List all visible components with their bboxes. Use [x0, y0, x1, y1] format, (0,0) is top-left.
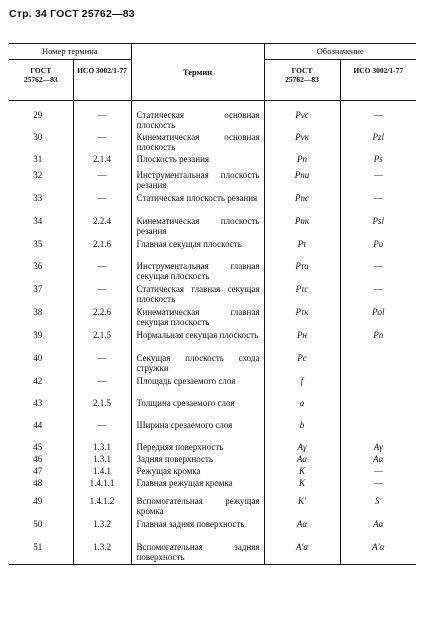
- iso-symbol-cell: Pzl: [372, 132, 385, 142]
- iso-symbol-cell: Pol: [372, 307, 385, 317]
- term-number-cell: 48: [9, 477, 73, 495]
- iso-symbol-cell: Aα: [373, 454, 384, 464]
- iso-number-cell: —: [73, 352, 131, 375]
- table-row: [9, 283, 416, 306]
- term-cell: Задняя поверхность: [131, 453, 264, 465]
- gost-symbol-cell: Pпк: [264, 215, 340, 238]
- gost-symbol-cell: Pпс: [264, 192, 340, 215]
- term-cell: Статическая основная плоскость: [131, 109, 264, 131]
- gost-symbol-cell: Pτс: [264, 283, 340, 306]
- iso-number-cell: 2.1.5: [73, 397, 131, 419]
- term-cell: Секущая плоскость схода стружки: [131, 352, 264, 375]
- table-row: [9, 329, 416, 352]
- iso-number-cell: 1.4.1.1: [73, 477, 131, 495]
- gost-symbol-cell: a: [264, 397, 340, 419]
- table-row: [9, 477, 416, 495]
- term-cell: Толщина срезаемого слоя: [131, 397, 264, 419]
- iso-number-cell: 2.1.5: [73, 329, 131, 352]
- iso-symbol-cell: Pn: [373, 330, 384, 340]
- table-row: [9, 518, 416, 541]
- term-cell: Нормальная секущая плоскость: [131, 329, 264, 352]
- term-number-cell: 38: [9, 306, 73, 329]
- table-row: [9, 352, 416, 375]
- iso-number-cell: 2.2.6: [73, 306, 131, 329]
- iso-symbol-cell: [340, 352, 416, 375]
- iso-symbol-cell: A′α: [340, 541, 416, 564]
- table-row: [9, 419, 416, 441]
- term-cell: Вспомогательная задняя поверхность: [131, 541, 264, 564]
- term-number-cell: 39: [9, 329, 73, 352]
- iso-symbol-cell: Aγ: [373, 442, 383, 452]
- iso-symbol-cell: —: [373, 261, 383, 271]
- term-number-cell: 37: [9, 283, 73, 306]
- header-term-number: Номер термина: [9, 44, 131, 60]
- gost-symbol-cell: Pτ: [264, 238, 340, 260]
- iso-symbol-cell: [340, 419, 416, 441]
- iso-number-cell: —: [73, 375, 131, 397]
- table-row: [9, 153, 416, 169]
- iso-number-cell: —: [73, 283, 131, 306]
- term-cell: Инструментальная плоскость резания: [131, 169, 264, 192]
- header-desig-gost: [264, 60, 340, 101]
- iso-number-cell: —: [73, 192, 131, 215]
- term-cell: Главная задняя поверхность: [131, 518, 264, 541]
- gost-symbol-cell: A′α: [264, 541, 340, 564]
- term-number-cell: 44: [9, 419, 73, 441]
- table-row: [9, 541, 416, 564]
- gost-symbol-cell: K: [264, 465, 340, 477]
- term-number-cell: 33: [9, 192, 73, 215]
- gost-symbol-cell: Pc: [264, 352, 340, 375]
- gost-symbol-cell: Pτк: [264, 306, 340, 329]
- term-number-cell: 51: [9, 541, 73, 564]
- iso-symbol-cell: Psl: [372, 216, 385, 226]
- term-cell: Ширина срезаемого слоя: [131, 419, 264, 441]
- term-cell: Статическая главная секущая плоскость: [131, 283, 264, 306]
- term-number-cell: 43: [9, 397, 73, 419]
- iso-number-cell: —: [73, 260, 131, 283]
- iso-number-cell: —: [73, 131, 131, 153]
- table-row: [9, 465, 416, 477]
- term-number-cell: 35: [9, 238, 73, 260]
- term-cell: Главная секущая плоскость: [131, 238, 264, 260]
- iso-symbol-cell: S′: [375, 496, 382, 506]
- header-gost-label: ГОСТ: [30, 66, 52, 75]
- iso-number-cell: 1.3.2: [73, 541, 131, 564]
- iso-number-cell: 1.3.2: [73, 518, 131, 541]
- header-iso: ИСО 3002/1-77: [73, 60, 131, 101]
- term-cell: Кинематическая плоскость резания: [131, 215, 264, 238]
- term-number-cell: 32: [9, 169, 73, 192]
- term-cell: Кинематическая главная секущая плоскость: [131, 306, 264, 329]
- iso-number-cell: 1.4.1.2: [73, 495, 131, 518]
- header-gost-number: 25762—83: [23, 75, 58, 84]
- table-row: [9, 375, 416, 397]
- term-cell: Статическая плоскость резания: [131, 192, 264, 215]
- iso-number-cell: 1.3.1: [73, 453, 131, 465]
- term-number-cell: 31: [9, 153, 73, 169]
- gost-symbol-cell: Pн: [264, 329, 340, 352]
- gost-symbol-cell: Pτи: [264, 260, 340, 283]
- iso-symbol-cell: Po: [373, 239, 384, 249]
- term-cell: Передняя поверхность: [131, 441, 264, 453]
- table-row: [9, 260, 416, 283]
- table-row: [9, 453, 416, 465]
- iso-number-cell: —: [73, 419, 131, 441]
- header-term: Термин: [131, 44, 264, 101]
- term-number-cell: 46: [9, 453, 73, 465]
- term-cell: Кинематическая основная плоскость: [131, 131, 264, 153]
- iso-number-cell: 1.3.1: [73, 441, 131, 453]
- term-number-cell: 30: [9, 131, 73, 153]
- term-cell: Плоскость резания: [131, 153, 264, 169]
- iso-symbol-cell: —: [373, 284, 383, 294]
- term-cell: Инструментальная главная секущая плоскость: [131, 260, 264, 283]
- table-row: [9, 131, 416, 153]
- term-number-cell: 50: [9, 518, 73, 541]
- term-number-cell: 49: [9, 495, 73, 518]
- iso-number-cell: 2.2.4: [73, 215, 131, 238]
- term-cell: Режущая кромка: [131, 465, 264, 477]
- iso-symbol-cell: [340, 375, 416, 397]
- gost-symbol-cell: Aα: [264, 518, 340, 541]
- gost-symbol-cell: Aα: [264, 453, 340, 465]
- iso-symbol-cell: —: [373, 193, 383, 203]
- iso-symbol-cell: Aα: [373, 519, 384, 529]
- table-row: [9, 441, 416, 453]
- iso-number-cell: 2.1.4: [73, 153, 131, 169]
- iso-number-cell: —: [73, 109, 131, 131]
- term-cell: Главная режущая кромка: [131, 477, 264, 495]
- gost-symbol-cell: K′: [264, 495, 340, 518]
- iso-number-cell: 2.1.6: [73, 238, 131, 260]
- table-row: [9, 306, 416, 329]
- table-row: [9, 215, 416, 238]
- term-number-cell: 45: [9, 441, 73, 453]
- gost-symbol-cell: Pпи: [264, 169, 340, 192]
- table-row: [9, 169, 416, 192]
- header-desig-iso: ИСО 3002/1-77: [340, 60, 416, 101]
- terms-table: [9, 43, 416, 565]
- term-number-cell: 47: [9, 465, 73, 477]
- term-cell: Вспомогательная режущая кромка: [131, 495, 264, 518]
- iso-symbol-cell: Ps: [373, 154, 383, 164]
- gost-symbol-cell: f: [264, 375, 340, 397]
- term-number-cell: 42: [9, 375, 73, 397]
- table-row: [9, 238, 416, 260]
- term-number-cell: 36: [9, 260, 73, 283]
- page-header: Стр. 34 ГОСТ 25762—83: [9, 8, 135, 20]
- header-gost: [9, 60, 73, 101]
- iso-symbol-cell: [340, 397, 416, 419]
- header-desig-gost-label: ГОСТ: [291, 66, 313, 75]
- gost-symbol-cell: Pп: [264, 153, 340, 169]
- gost-symbol-cell: K: [264, 477, 340, 495]
- gost-symbol-cell: b: [264, 419, 340, 441]
- gost-symbol-cell: Pvк: [264, 131, 340, 153]
- iso-symbol-cell: —: [373, 170, 383, 180]
- header-designation: Обозначение: [264, 44, 416, 60]
- header-desig-gost-number: 25762—83: [285, 75, 319, 84]
- term-number-cell: 40: [9, 352, 73, 375]
- gost-symbol-cell: Aγ: [264, 441, 340, 453]
- term-number-cell: 34: [9, 215, 73, 238]
- iso-number-cell: 1.4.1: [73, 465, 131, 477]
- gost-symbol-cell: Pvc: [264, 109, 340, 131]
- table-row: [9, 495, 416, 518]
- table-row: [9, 397, 416, 419]
- table-row: [9, 192, 416, 215]
- iso-symbol-cell: —: [373, 466, 383, 476]
- term-cell: Площадь срезаемого слоя: [131, 375, 264, 397]
- iso-symbol-cell: —: [373, 110, 383, 120]
- iso-number-cell: —: [73, 169, 131, 192]
- iso-symbol-cell: —: [373, 478, 383, 488]
- term-number-cell: 29: [9, 109, 73, 131]
- table-row: [9, 109, 416, 131]
